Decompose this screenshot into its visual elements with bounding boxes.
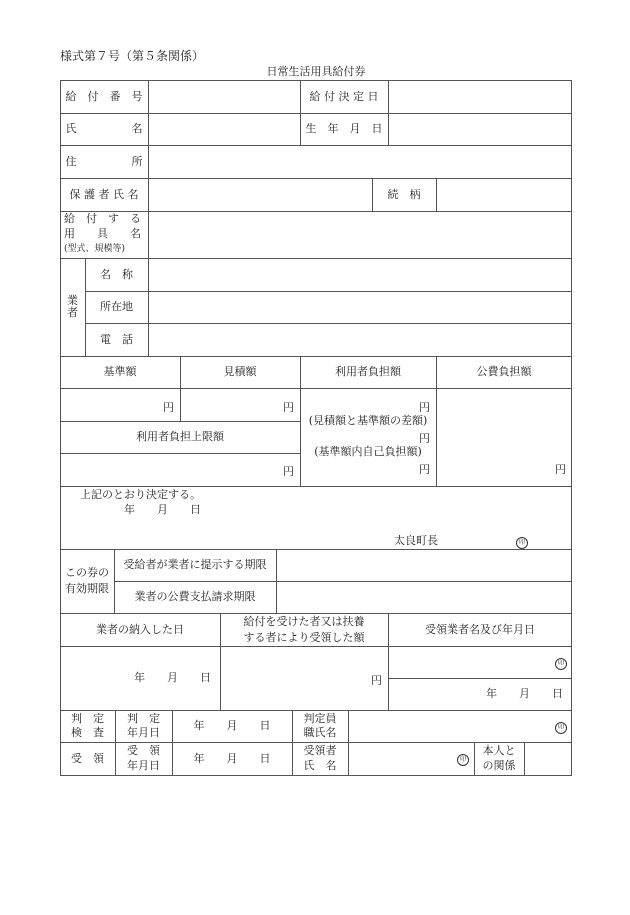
seal-icon: 印 xyxy=(555,658,567,670)
label-shozaichi: 所在地 xyxy=(100,300,133,314)
label-gyosha: 業 者 xyxy=(67,293,78,319)
label-hantei-in: 判定員 職氏名 xyxy=(303,711,337,739)
decision-date: 年 月 日 xyxy=(124,503,201,516)
header-juryo-gyosha: 受領業者名及び年月日 xyxy=(425,622,535,636)
decision-text: 上記のとおり決定する。 xyxy=(80,488,201,501)
label-honnin-kankei: 本人と の関係 xyxy=(482,744,516,772)
yen-kijungaku: 円 xyxy=(163,401,174,414)
header-kohi-futan: 公費負担額 xyxy=(476,365,532,379)
seal-icon: 印 xyxy=(555,722,567,734)
form-number: 様式第７号（第５条関係） xyxy=(60,49,205,63)
header-riyosha-futan: 利用者負担額 xyxy=(335,365,401,379)
yen-riyosha-jogen: 円 xyxy=(283,465,294,478)
label-zokugara: 続 柄 xyxy=(387,187,421,201)
label-meisho: 名 称 xyxy=(100,267,133,281)
label-hogosha: 保 護 者 氏 名 xyxy=(69,187,139,201)
label-yogu-line3: (型式、規模等) xyxy=(64,244,126,254)
yen-kohi-futan: 円 xyxy=(555,463,566,476)
label-hantei-bi: 判 定 年月日 xyxy=(127,711,160,739)
label-jusho: 住 所 xyxy=(65,154,143,168)
note-jiko-futan: (基準額内自己負担額) xyxy=(314,445,422,459)
label-hantei-kensa: 判 定 検 査 xyxy=(71,711,104,739)
yen-juryo-gaku: 円 xyxy=(371,674,382,687)
hantei-date: 年 月 日 xyxy=(193,719,271,733)
label-seinengappi: 生 年 月 日 xyxy=(305,122,383,136)
yen-mitsumori: 円 xyxy=(283,401,294,414)
label-denwa: 電 話 xyxy=(100,332,133,346)
label-teiji-kigen: 受給者が業者に提示する期限 xyxy=(123,558,267,572)
note-sagaku: (見積額と基準額の差額) xyxy=(308,414,428,428)
juryosha-seal xyxy=(457,752,469,766)
label-seikyu-kigen: 業者の公費支払請求期限 xyxy=(134,590,256,604)
mayor-seal xyxy=(516,535,528,549)
seal-icon: 印 xyxy=(516,537,528,549)
hantei-seal xyxy=(555,720,567,734)
label-juryo-bi: 受 領 年月日 xyxy=(127,744,160,772)
header-nonyu-bi: 業者の納入した日 xyxy=(96,622,184,636)
label-kyufu-kettei-bi: 給 付 決 定 日 xyxy=(309,89,379,103)
gyosha-seal xyxy=(555,656,567,670)
seal-icon: 印 xyxy=(457,754,469,766)
yen-riyosha-3: 円 xyxy=(419,463,430,476)
label-yuko-kigen: この券の 有効期限 xyxy=(65,566,109,595)
label-yogu-line1: 給 付 す る xyxy=(64,212,141,225)
mayor-title: 太良町長 xyxy=(394,534,438,547)
header-kijungaku: 基準額 xyxy=(103,365,137,379)
label-shimei: 氏 名 xyxy=(65,122,143,136)
yen-riyosha-1: 円 xyxy=(419,401,430,414)
juryo-gyosha-date: 年 月 日 xyxy=(486,687,563,700)
yen-riyosha-2: 円 xyxy=(419,432,430,445)
label-juryo: 受 領 xyxy=(71,751,104,765)
label-riyosha-jogen: 利用者負担上限額 xyxy=(136,430,224,444)
juryo-date: 年 月 日 xyxy=(193,751,271,765)
label-juryosha: 受領者 氏 名 xyxy=(303,744,337,772)
header-juryo-gaku: 給付を受けた者又は扶養 する者により受領した額 xyxy=(243,614,365,644)
form-title: 日常生活用具給付券 xyxy=(266,65,366,79)
header-mitsumori: 見積額 xyxy=(223,365,257,379)
nonyu-date: 年 月 日 xyxy=(134,671,211,684)
label-kyufu-bango: 給 付 番 号 xyxy=(65,89,143,103)
label-yogu-line2: 用 具 名 xyxy=(64,227,141,240)
